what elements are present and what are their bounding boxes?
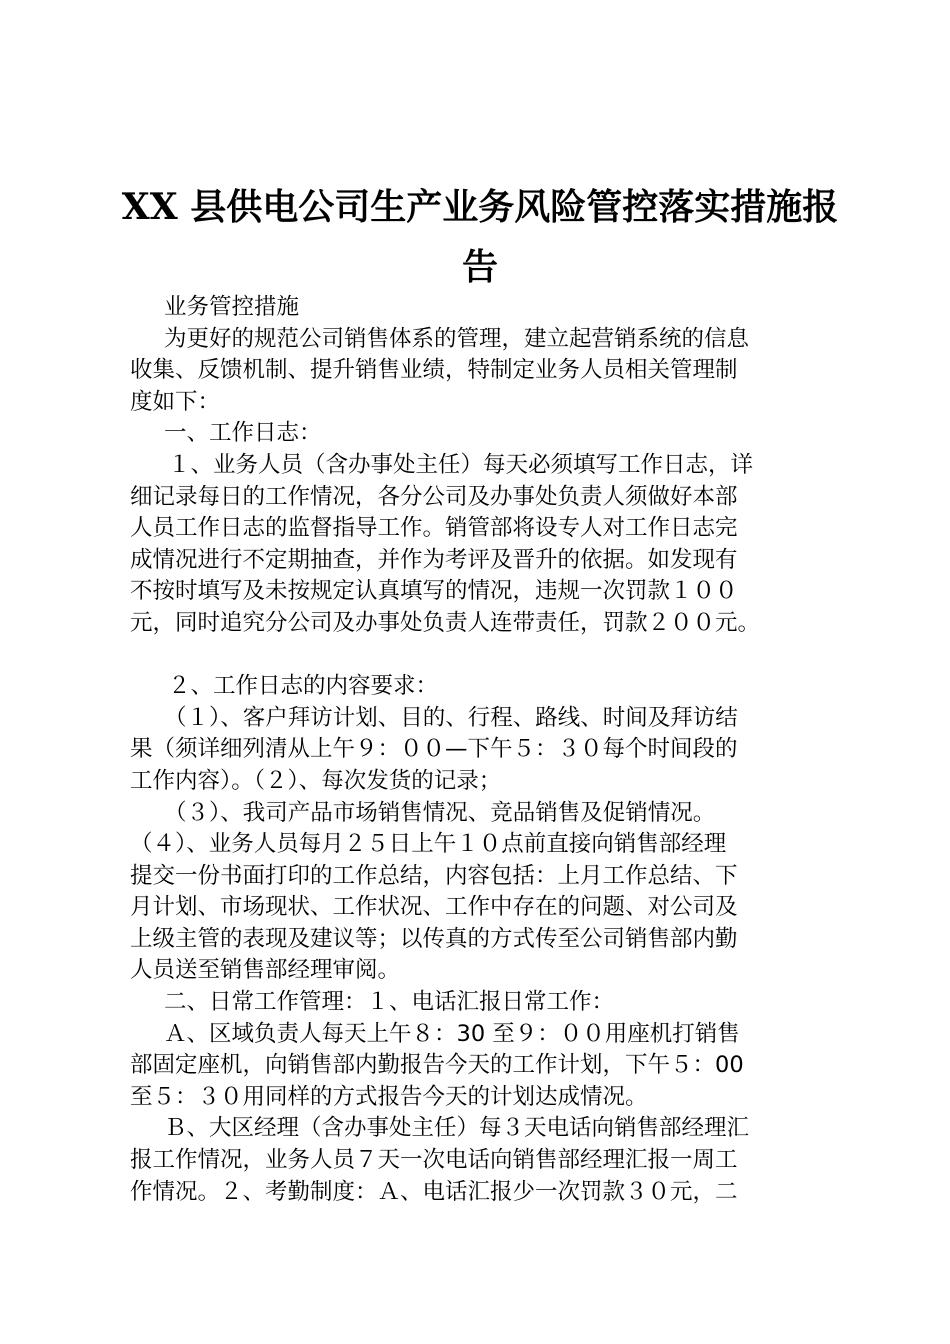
- section-heading: 一、工作日志：: [164, 420, 322, 447]
- paragraph-line: 上级主管的表现及建议等；以传真的方式传至公司销售部内勤: [130, 925, 738, 952]
- paragraph-line: 工作内容）。（２）、每次发货的记录；: [130, 767, 502, 794]
- paragraph-line: １、业务人员（含办事处主任）每天必须填写工作日志，详: [168, 451, 754, 478]
- blank-line: [130, 640, 830, 672]
- paragraph-line: 不按时填写及未按规定认真填写的情况，违规一次罚款１００: [130, 578, 738, 605]
- paragraph-line: 细记录每日的工作情况，各分公司及办事处负责人须做好本部: [130, 483, 738, 510]
- paragraph-line: （３）、我司产品市场销售情况、竞品销售及促销情况。: [164, 799, 716, 826]
- document-title-line-1: XX 县供电公司生产业务风险管控落实措施报: [121, 186, 839, 228]
- document-title-line-2: 告: [461, 246, 498, 288]
- paragraph-line: 为更好的规范公司销售体系的管理，建立起营销系统的信息: [164, 325, 750, 352]
- paragraph-line: （１）、客户拜访计划、目的、行程、路线、时间及拜访结: [164, 704, 738, 731]
- paragraph-line: 部固定座机，向销售部内勤报告今天的工作计划，下午５：00: [130, 1052, 744, 1079]
- paragraph-line: 作情况。２、考勤制度：Ａ、电话汇报少一次罚款３０元，二: [130, 1178, 738, 1205]
- document-body: [130, 292, 830, 1208]
- paragraph-line: 人员送至销售部经理审阅。: [130, 957, 401, 984]
- paragraph-line: 月计划、市场现状、工作状况、工作中存在的问题、对公司及: [130, 894, 738, 921]
- paragraph-line: 收集、反馈机制、提升销售业绩，特制定业务人员相关管理制: [130, 357, 738, 384]
- paragraph-line: （４）、业务人员每月２５日上午１０点前直接向销售部经理: [130, 831, 727, 858]
- paragraph-line: 成情况进行不定期抽查，并作为考评及晋升的依据。如发现有: [130, 546, 738, 573]
- paragraph-line: Ａ、区域负责人每天上午８：30 至９：００用座机打销售: [164, 1020, 740, 1047]
- section-heading: 业务管控措施: [164, 294, 300, 320]
- paragraph-line: Ｂ、大区经理（含办事处主任）每３天电话向销售部经理汇: [164, 1115, 750, 1142]
- paragraph-line: 度如下：: [130, 388, 221, 415]
- paragraph-line: 提交一份书面打印的工作总结，内容包括：上月工作总结、下: [130, 862, 738, 889]
- paragraph-line: 至５：３０用同样的方式报告今天的计划达成情况。: [130, 1083, 648, 1110]
- paragraph-line: ２、工作日志的内容要求：: [168, 673, 439, 700]
- paragraph-line: 人员工作日志的监督指导工作。销管部将设专人对工作日志完: [130, 515, 738, 542]
- paragraph-line: 果（须详细列清从上午９：００—下午５：３０每个时间段的: [130, 736, 738, 763]
- paragraph-line: 报工作情况，业务人员７天一次电话向销售部经理汇报一周工: [130, 1147, 738, 1174]
- section-heading: 二、日常工作管理：１、电话汇报日常工作：: [164, 989, 615, 1016]
- paragraph-line: 元，同时追究分公司及办事处负责人连带责任，罚款２００元。: [130, 609, 761, 636]
